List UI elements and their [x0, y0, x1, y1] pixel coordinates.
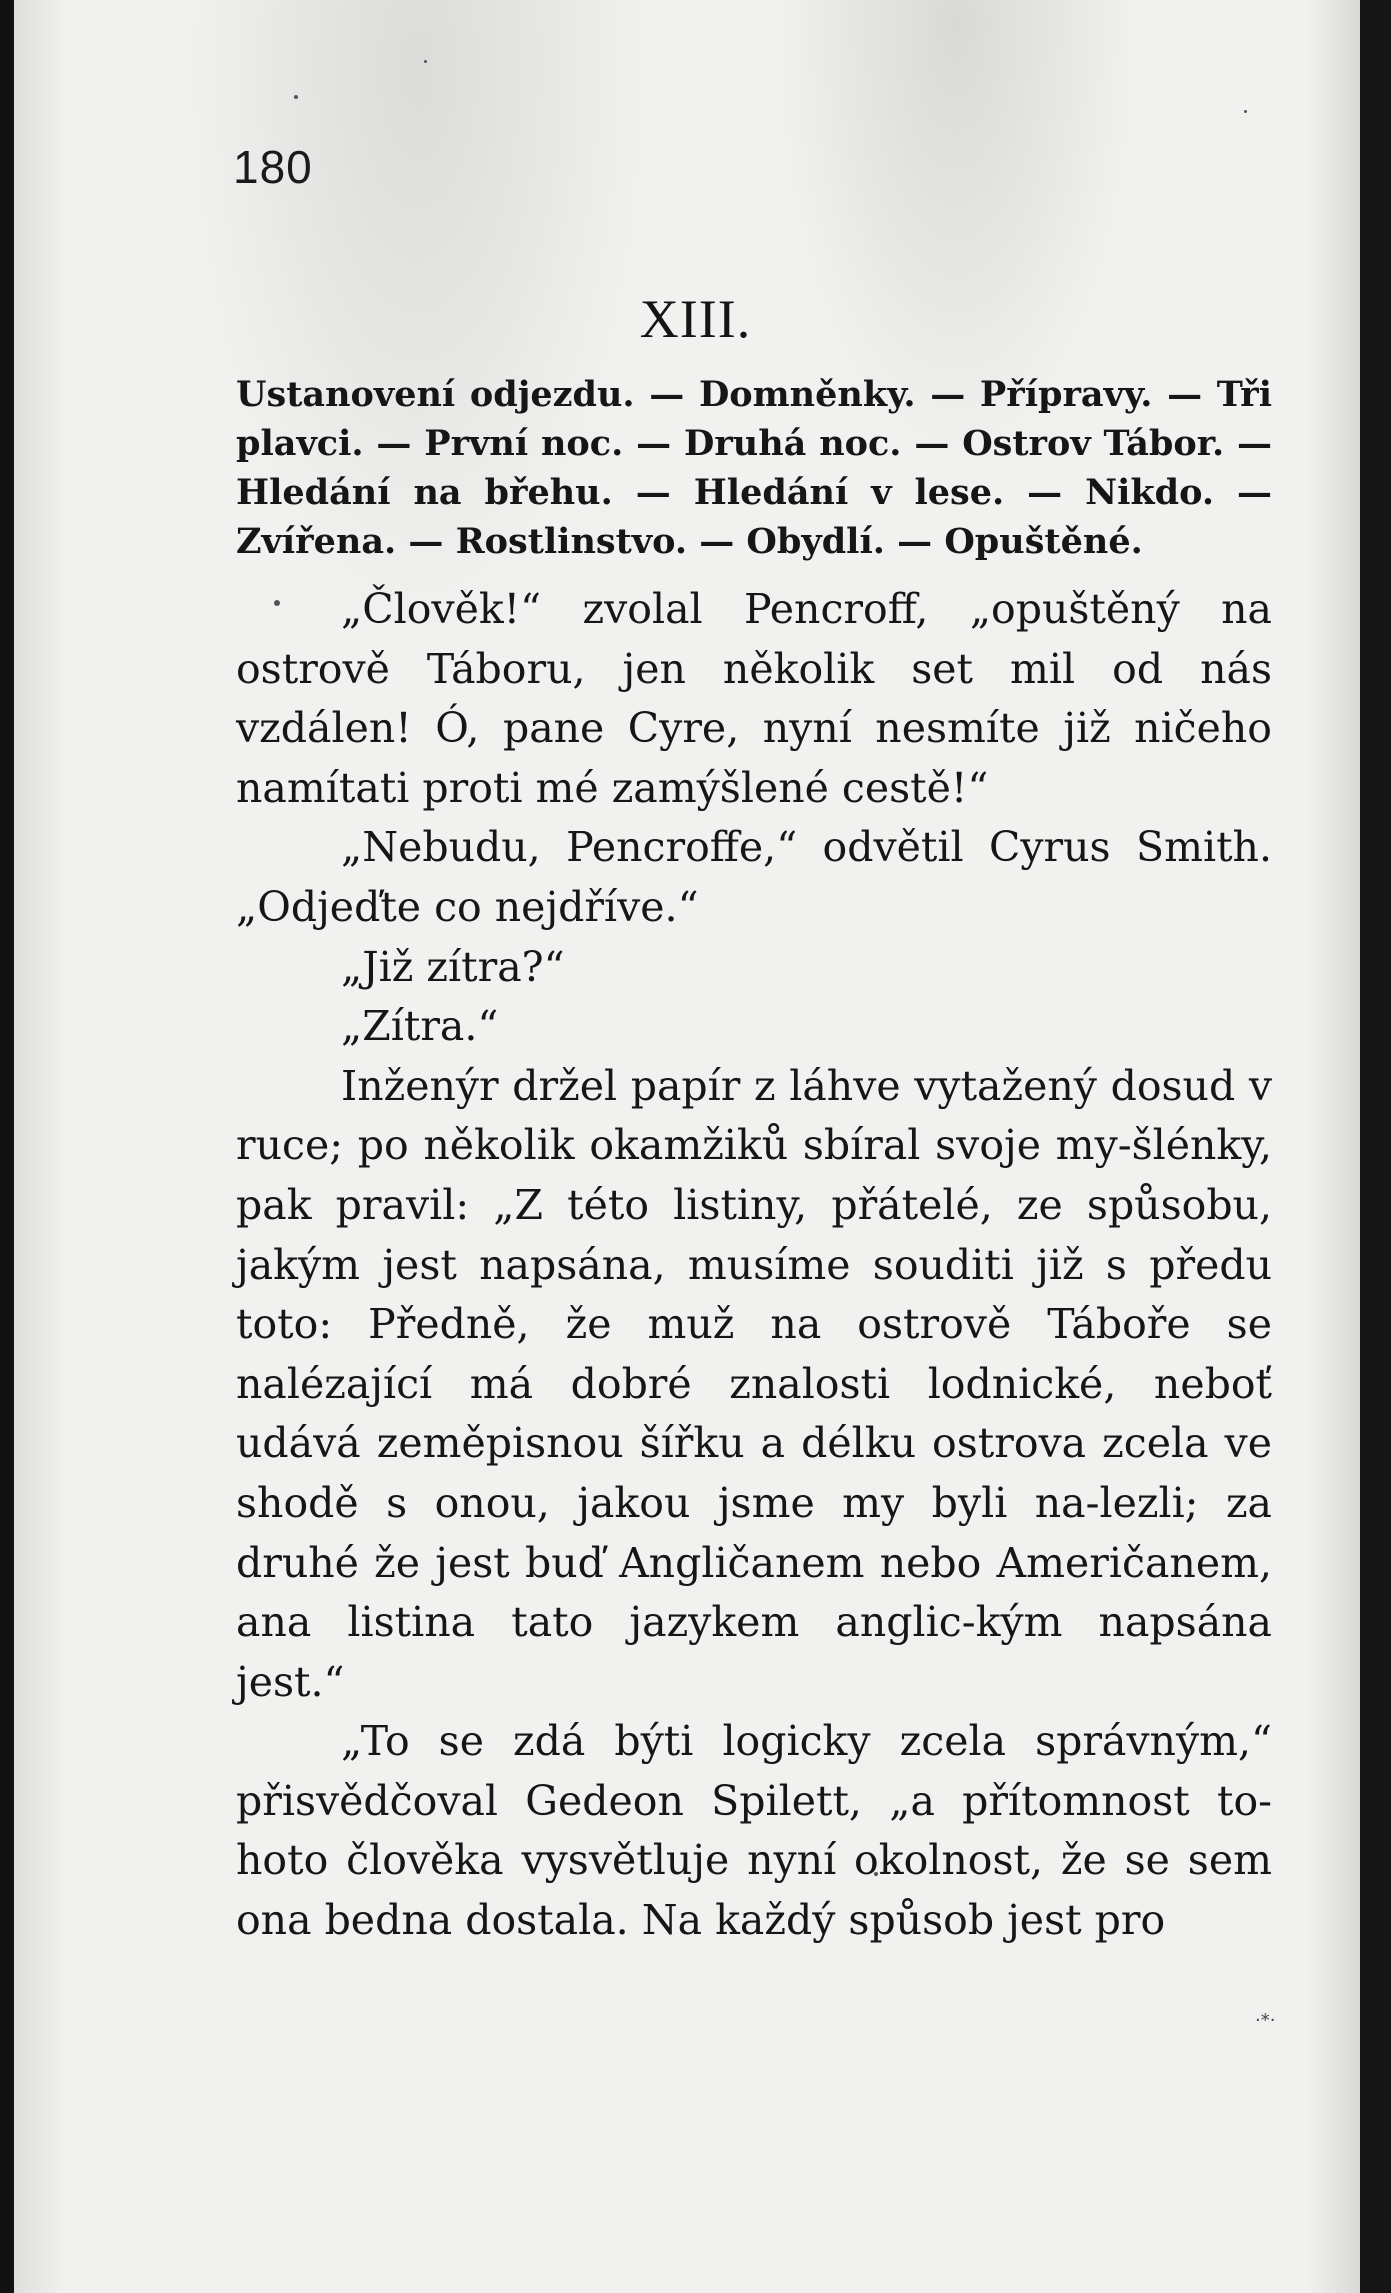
paragraph: „Člověk!“ zvolal Pencroff, „opuštěný na ostrově Táboru, jen několik set mil od nás vzdálen! Ó, pane Cyre, nyní nesmíte již ničeho namítati proti mé zamýšlené cestě!“: [236, 585, 1272, 812]
dust-speck: [424, 60, 427, 63]
paragraph: „Nebudu, Pencroffe,“ odvětil Cyrus Smith. „Odjeďte co nejdříve.“: [236, 823, 1272, 931]
printer-mark: ·*·: [1255, 2010, 1276, 2031]
body-text: [236, 580, 1272, 1951]
chapter-summary: Ustanovení odjezdu. — Domněnky. — Přípravy. — Tři plavci. — První noc. — Druhá noc. — Ostrov Tábor. — Hledání na břehu. — Hledání v lese. — Nikdo. — Zvířena. — Rostlinstvo. — Obydlí. — Opuštěné.: [236, 374, 1272, 562]
paragraph: „To se zdá býti logicky zcela správným,“ přisvědčoval Gedeon Spilett, „a přítomnost to-hoto člověka vysvětluje nyní okolnost, že se sem ona bedna dostala. Na každý spůsob jest pro: [236, 1717, 1272, 1945]
paragraph: „Již zítra?“: [341, 942, 565, 991]
dust-speck: [1244, 110, 1247, 113]
page-number: 180: [233, 141, 313, 193]
dust-speck: [294, 95, 298, 99]
paragraph: „Zítra.“: [341, 1002, 499, 1051]
paragraph: Inženýr držel papír z láhve vytažený dosud v ruce; po několik okamžiků sbíral svoje my-šlénky, pak pravil: „Z této listiny, přátelé, ze spůsobu, jakým jest napsána, musíme souditi již s předu toto: Předně, že muž na ostrově Táboře se nalézající má dobré znalosti lodnické, neboť udává zeměpisnou šířku a délku ostrova zcela ve shodě s onou, jakou jsme my byli na-lezli; za druhé že jest buď Angličanem nebo Američanem, ana listina tato jazykem anglic-kým napsána jest.“: [236, 1061, 1272, 1706]
chapter-title: XIII.: [639, 289, 752, 349]
